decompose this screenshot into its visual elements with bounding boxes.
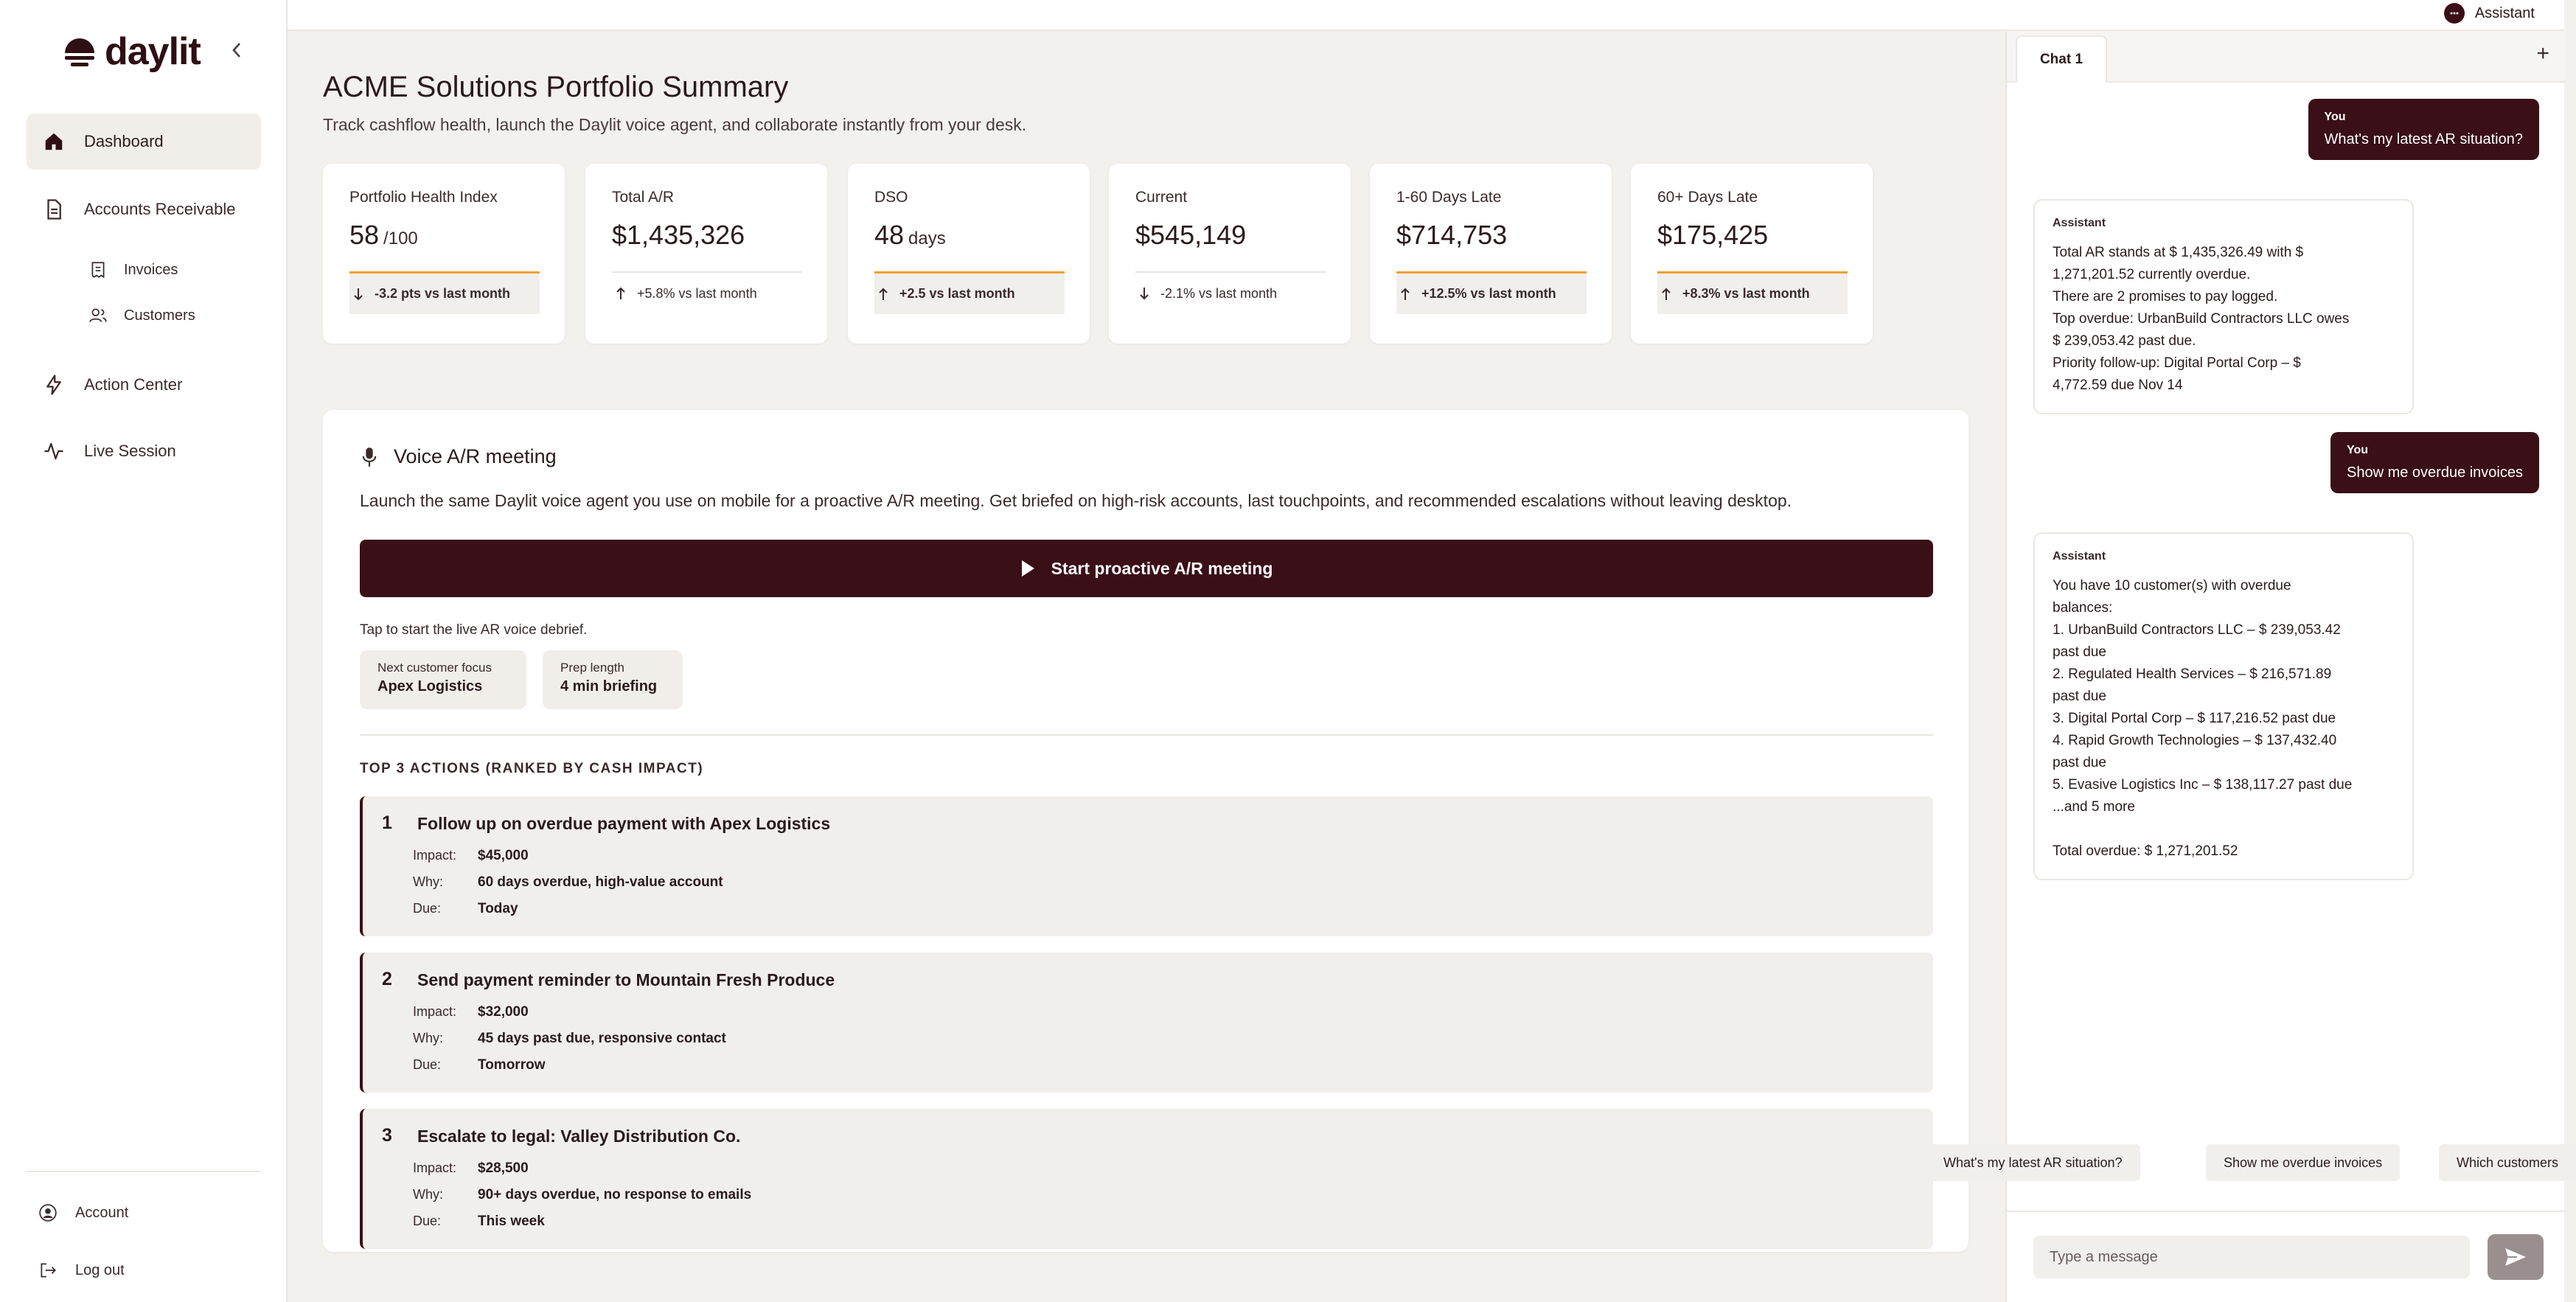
kpi-delta-text: +5.8% vs last month <box>637 285 757 301</box>
action-title: Send payment reminder to Mountain Fresh Produce <box>417 970 835 989</box>
sidebar-subitem-invoices[interactable] <box>88 255 178 285</box>
top-bar <box>288 0 2564 31</box>
suggestion-chip[interactable]: What's my latest AR situation? <box>1926 1144 2140 1181</box>
sidebar-subitem-customers[interactable] <box>88 301 195 330</box>
sidebar-item-label: Action Center <box>84 375 183 394</box>
kpi-card <box>1109 164 1351 344</box>
kpi-value <box>1135 220 1250 251</box>
voice-card-divider <box>360 734 1933 736</box>
actions-title: TOP 3 ACTIONS (RANKED BY CASH IMPACT) <box>360 761 704 776</box>
lightning-icon <box>43 374 65 396</box>
sidebar <box>0 0 288 1302</box>
voice-meeting-card <box>323 410 1968 1252</box>
sidebar-item-label: Accounts Receivable <box>84 200 236 218</box>
kpi-unit: /100 <box>383 229 418 248</box>
field-label: Due: <box>413 1057 442 1072</box>
sidebar-item-dashboard[interactable] <box>27 114 261 170</box>
message-text: What's my latest AR situation? <box>2324 131 2523 147</box>
kpi-delta-text: +2.5 vs last month <box>899 286 1015 301</box>
message-author: Assistant <box>2053 217 2106 229</box>
send-button[interactable] <box>2488 1234 2544 1280</box>
message-line: 4,772.59 due Nov 14 <box>2053 377 2183 393</box>
kpi-delta <box>1657 271 1848 314</box>
add-chat-tab-button[interactable]: + <box>2536 41 2549 66</box>
message-line: 5. Evasive Logistics Inc – $ 138,117.27 past due <box>2053 777 2353 793</box>
kpi-label: Current <box>1135 189 1188 206</box>
message-line: 3. Digital Portal Corp – $ 117,216.52 past due <box>2053 711 2336 726</box>
chip-value: Apex Logistics <box>377 678 483 694</box>
action-rank: 2 <box>382 969 392 989</box>
message-author: Assistant <box>2053 550 2106 563</box>
message-line: 1. UrbanBuild Contractors LLC – $ 239,053.42 <box>2053 622 2341 638</box>
message-line: past due <box>2053 755 2106 770</box>
kpi-delta-text: +12.5% vs last month <box>1421 286 1556 301</box>
message-line <box>2053 818 2395 840</box>
message-line: Total overdue: $ 1,271,201.52 <box>2053 843 2238 859</box>
collapse-sidebar-button[interactable] <box>226 37 248 63</box>
start-meeting-label: Start proactive A/R meeting <box>1051 558 1273 578</box>
voice-card-description: Launch the same Daylit voice agent you use on mobile for a proactive A/R meeting. Get briefed on high-risk accounts, last touchpoints, and recommended escalations without leaving desktop. <box>360 491 1792 510</box>
kpi-value-number: 48 <box>874 220 905 250</box>
user-circle-icon <box>38 1203 58 1222</box>
field-value: $32,000 <box>478 1004 529 1020</box>
field-label: Impact: <box>413 1160 457 1175</box>
kpi-value-number: $1,435,326 <box>612 220 745 250</box>
page-subtitle: Track cashflow health, launch the Daylit voice agent, and collaborate instantly from your desk. <box>323 115 1027 134</box>
sidebar-subitem-label: Invoices <box>124 261 178 278</box>
action-rank: 1 <box>382 812 392 833</box>
kpi-value <box>1657 220 1772 251</box>
action-title: Follow up on overdue payment with Apex Logistics <box>417 814 831 833</box>
message-line: past due <box>2053 644 2106 660</box>
tab-chat-1[interactable]: Chat 1 <box>2016 35 2107 83</box>
sidebar-item-action-center[interactable] <box>27 357 261 413</box>
assistant-label: Assistant <box>2474 4 2535 21</box>
kpi-card <box>585 164 827 344</box>
kpi-value-number: $714,753 <box>1396 220 1508 250</box>
suggestion-chip[interactable]: Show me overdue invoices <box>2206 1144 2400 1181</box>
message-author: You <box>2346 444 2369 456</box>
sidebar-item-label: Dashboard <box>84 132 164 150</box>
message-line: There are 2 promises to pay logged. <box>2053 289 2278 304</box>
message-line: past due <box>2053 689 2106 704</box>
message-line: 2. Regulated Health Services – $ 216,571.89 <box>2053 666 2332 682</box>
logout-icon <box>38 1261 58 1280</box>
chevron-left-icon <box>231 41 243 59</box>
arrow-up-icon <box>1399 287 1411 302</box>
microphone-icon <box>361 447 377 467</box>
kpi-value <box>349 220 418 251</box>
arrow-down-icon <box>352 287 364 302</box>
sidebar-subitem-label: Customers <box>124 307 195 324</box>
kpi-delta <box>1135 271 1326 314</box>
field-value: This week <box>478 1214 545 1229</box>
kpi-label: DSO <box>874 189 908 206</box>
kpi-label: Portfolio Health Index <box>349 189 498 206</box>
field-label: Impact: <box>413 848 457 863</box>
prep-length-chip <box>543 650 683 709</box>
assistant-toggle-button[interactable] <box>2444 3 2535 24</box>
brand-name: daylit <box>105 30 201 73</box>
chip-key: Next customer focus <box>377 661 492 675</box>
kpi-delta-text: -3.2 pts vs last month <box>375 286 511 301</box>
action-due <box>413 1057 545 1073</box>
kpi-label: 1-60 Days Late <box>1396 189 1502 206</box>
kpi-value-number: $175,425 <box>1657 220 1769 250</box>
sidebar-divider <box>27 1171 261 1172</box>
suggestion-strip <box>1943 1144 2559 1183</box>
chat-message-input[interactable] <box>2033 1236 2470 1278</box>
chat-composer <box>2007 1211 2566 1302</box>
arrow-up-icon <box>615 286 627 301</box>
chip-key: Prep length <box>560 661 624 675</box>
field-label: Why: <box>413 874 444 889</box>
voice-card-title: Voice A/R meeting <box>394 445 557 467</box>
chat-tabs <box>2007 31 2566 83</box>
next-customer-chip <box>360 650 526 709</box>
field-label: Due: <box>413 901 442 916</box>
action-why <box>413 874 723 891</box>
voice-hint: Tap to start the live AR voice debrief. <box>360 622 588 638</box>
message-line: Priority follow-up: Digital Portal Corp – $ <box>2053 355 2301 371</box>
user-message <box>2330 432 2539 493</box>
arrow-up-icon <box>1660 287 1672 302</box>
page-title: ACME Solutions Portfolio Summary <box>323 71 789 103</box>
kpi-card <box>1370 164 1612 344</box>
kpi-delta-text: +8.3% vs last month <box>1682 286 1810 301</box>
kpi-label: 60+ Days Late <box>1657 189 1758 206</box>
field-label: Why: <box>413 1031 444 1045</box>
action-why <box>413 1031 726 1047</box>
kpi-card <box>1631 164 1873 344</box>
field-value: $28,500 <box>478 1160 529 1176</box>
action-item[interactable] <box>360 796 1933 936</box>
action-item[interactable] <box>360 1109 1933 1249</box>
action-title: Escalate to legal: Valley Distribution Co. <box>417 1127 741 1146</box>
arrow-up-icon <box>877 287 889 302</box>
chip-value: 4 min briefing <box>560 678 658 694</box>
field-label: Why: <box>413 1187 444 1202</box>
field-label: Due: <box>413 1214 442 1228</box>
message-line: ...and 5 more <box>2053 799 2135 815</box>
start-meeting-button[interactable] <box>360 540 1933 597</box>
field-label: Impact: <box>413 1004 457 1019</box>
daylit-logo-icon <box>62 34 97 69</box>
message-author: You <box>2324 111 2346 123</box>
sidebar-item-live-session[interactable] <box>27 423 261 479</box>
activity-pulse-icon <box>43 440 65 462</box>
field-value: Today <box>478 901 518 916</box>
receipt-icon <box>88 260 108 279</box>
action-item[interactable] <box>360 953 1933 1093</box>
message-line: $ 239,053.42 past due. <box>2053 333 2196 349</box>
field-value: 60 days overdue, high-value account <box>478 874 723 890</box>
sidebar-account[interactable] <box>38 1203 128 1222</box>
logout-label: Log out <box>75 1261 125 1278</box>
kpi-card <box>848 164 1090 344</box>
kpi-unit: days <box>908 229 946 248</box>
action-due <box>413 901 518 917</box>
message-line: Total AR stands at $ 1,435,326.49 with $ <box>2053 245 2304 260</box>
message-line: Top overdue: UrbanBuild Contractors LLC owes <box>2053 311 2350 327</box>
suggestion-chip[interactable]: Which customers <box>2439 1144 2576 1181</box>
account-label: Account <box>75 1204 129 1221</box>
sidebar-logout[interactable] <box>38 1261 125 1280</box>
arrow-down-icon <box>1138 286 1150 301</box>
assistant-message <box>2033 532 2414 880</box>
kpi-delta <box>874 271 1065 314</box>
action-rank: 3 <box>382 1125 392 1146</box>
kpi-value-number: 58 <box>349 220 380 250</box>
brand-logo[interactable] <box>62 29 201 74</box>
kpi-value <box>1396 220 1511 251</box>
kpi-delta <box>1396 271 1587 314</box>
kpi-label: Total A/R <box>612 189 675 206</box>
message-line: You have 10 customer(s) with overdue <box>2053 578 2291 593</box>
voice-card-header <box>361 445 557 468</box>
message-line: 1,271,201.52 currently overdue. <box>2053 267 2251 282</box>
field-value: 90+ days overdue, no response to emails <box>478 1187 752 1202</box>
kpi-card <box>323 164 565 344</box>
kpi-value <box>874 220 946 251</box>
home-icon <box>43 130 65 153</box>
play-icon <box>1020 560 1035 577</box>
message-line: 4. Rapid Growth Technologies – $ 137,432.40 <box>2053 733 2337 748</box>
field-value: $45,000 <box>478 848 529 863</box>
assistant-message <box>2033 199 2414 414</box>
action-impact <box>413 1160 529 1177</box>
kpi-value-number: $545,149 <box>1135 220 1247 250</box>
action-why <box>413 1187 751 1203</box>
kpi-delta-text: -2.1% vs last month <box>1160 285 1278 301</box>
sidebar-item-label: Live Session <box>84 442 176 460</box>
chat-bubble-icon <box>2444 3 2465 24</box>
action-impact <box>413 848 529 864</box>
sidebar-item-accounts-receivable[interactable] <box>27 181 261 237</box>
kpi-delta <box>612 271 802 314</box>
send-icon <box>2504 1247 2527 1267</box>
message-text: Show me overdue invoices <box>2346 464 2523 481</box>
kpi-value <box>612 220 749 251</box>
action-impact <box>413 1004 529 1020</box>
field-value: 45 days past due, responsive contact <box>478 1031 726 1046</box>
field-value: Tomorrow <box>478 1057 546 1073</box>
user-message <box>2308 99 2539 160</box>
users-icon <box>88 306 108 325</box>
action-due <box>413 1214 545 1230</box>
kpi-delta <box>349 271 540 314</box>
document-icon <box>43 198 65 220</box>
message-line: balances: <box>2053 600 2113 616</box>
assistant-chat-panel <box>1943 31 2564 1302</box>
